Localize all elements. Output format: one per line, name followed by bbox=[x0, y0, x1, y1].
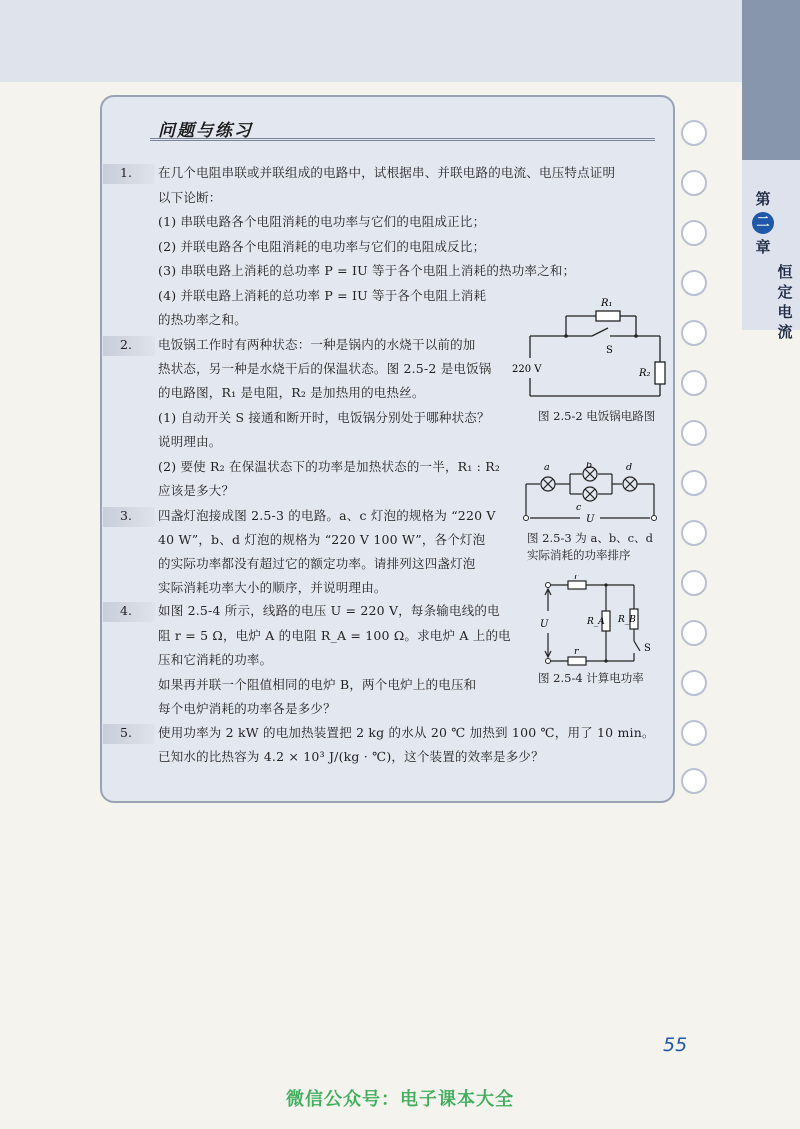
binder-ring-icon bbox=[681, 320, 707, 346]
question-1-line: (4) 并联电路上消耗的总功率 P = IU 等于各个电阻上消耗 bbox=[158, 288, 487, 303]
fig4-label-r-top: r bbox=[574, 575, 579, 582]
fig2-label-voltage: 220 V bbox=[512, 364, 542, 375]
page-header-band bbox=[0, 0, 800, 82]
binder-ring-icon bbox=[681, 270, 707, 296]
question-2-line: 电饭锅工作时有两种状态：一种是锅内的水烧干以前的加 bbox=[158, 337, 476, 352]
question-4-number: 4. bbox=[120, 603, 132, 618]
fig2-label-r2: R₂ bbox=[639, 368, 651, 379]
fig4-label-u: U bbox=[540, 619, 549, 630]
fig2-label-s: S bbox=[606, 345, 613, 356]
fig3-label-d: d bbox=[626, 462, 633, 473]
question-2-line: 说明理由。 bbox=[158, 434, 222, 449]
question-5-number: 5. bbox=[120, 725, 132, 740]
fig4-label-r-bottom: r bbox=[574, 646, 579, 657]
question-3-line: 四盏灯泡接成图 2.5-3 的电路。a、c 灯泡的规格为 “220 V bbox=[158, 508, 496, 523]
chapter-suffix: 章 bbox=[755, 238, 771, 256]
binder-ring-icon bbox=[681, 570, 707, 596]
page-number: 55 bbox=[663, 1034, 688, 1056]
footer-watermark: 微信公众号：电子课本大全 bbox=[286, 1089, 514, 1110]
question-3-number: 3. bbox=[120, 508, 132, 523]
binder-ring-icon bbox=[681, 370, 707, 396]
question-2-line: (2) 要使 R₂ 在保温状态下的功率是加热状态的一半，R₁ : R₂ bbox=[158, 459, 501, 474]
question-1-line: 的热功率之和。 bbox=[158, 312, 247, 327]
question-2-number: 2. bbox=[120, 337, 132, 352]
figure-2-5-4-caption: 图 2.5-4 计算电功率 bbox=[538, 671, 644, 685]
fig3-label-c: c bbox=[576, 502, 582, 513]
fig3-label-u: U bbox=[586, 514, 595, 525]
binder-ring-icon bbox=[681, 420, 707, 446]
binder-ring-icon bbox=[681, 470, 707, 496]
question-4-line: 阻 r = 5 Ω，电炉 A 的电阻 R_A = 100 Ω。求电炉 A 上的电 bbox=[158, 628, 511, 643]
fig4-label-rb: R_B bbox=[618, 615, 636, 625]
question-1-line: (1) 串联电路各个电阻消耗的电功率与它们的电阻成正比； bbox=[158, 214, 486, 229]
question-2-line: 热状态，另一种是水烧干后的保温状态。图 2.5-2 是电饭锅 bbox=[158, 361, 492, 376]
question-2-line: (1) 自动开关 S 接通和断开时，电饭锅分别处于哪种状态？ bbox=[158, 410, 490, 425]
fig4-label-ra: R_A bbox=[587, 617, 605, 627]
question-3-line: 40 W”，b、d 灯泡的规格为 “220 V 100 W”，各个灯泡 bbox=[158, 532, 486, 547]
binder-ring-icon bbox=[681, 720, 707, 746]
question-1-line: (3) 串联电路上消耗的总功率 P = IU 等于各个电阻上消耗的热功率之和； bbox=[158, 263, 576, 278]
question-2-line: 的电路图，R₁ 是电阻，R₂ 是加热用的电热丝。 bbox=[158, 385, 425, 400]
figure-2-5-3-circuit bbox=[520, 462, 668, 528]
figure-2-5-3-caption-line2: 实际消耗的功率排序 bbox=[527, 548, 631, 562]
binder-ring-icon bbox=[681, 520, 707, 546]
fig3-label-b: b bbox=[586, 462, 593, 471]
question-1-line: 以下论断： bbox=[158, 190, 222, 205]
binder-ring-icon bbox=[681, 620, 707, 646]
question-1-line: (2) 并联电路各个电阻消耗的电功率与它们的电阻成反比； bbox=[158, 239, 486, 254]
fig2-label-r1: R₁ bbox=[601, 298, 613, 309]
binder-ring-icon bbox=[681, 768, 707, 794]
panel-title: 问题与练习 bbox=[158, 121, 253, 141]
binder-ring-icon bbox=[681, 670, 707, 696]
question-1-line: 在几个电阻串联或并联组成的电路中，试根据串、并联电路的电流、电压特点证明 bbox=[158, 165, 616, 180]
question-4-line: 如图 2.5-4 所示，线路的电压 U = 220 V，每条输电线的电 bbox=[158, 603, 500, 618]
title-divider bbox=[150, 138, 655, 141]
chapter-number-badge: 二 bbox=[752, 212, 774, 234]
question-3-line: 实际消耗功率大小的顺序，并说明理由。 bbox=[158, 580, 387, 595]
question-2-line: 应该是多大？ bbox=[158, 483, 235, 498]
figure-2-5-4-circuit bbox=[530, 575, 660, 667]
binder-rings bbox=[677, 110, 713, 810]
figure-2-5-2-circuit bbox=[508, 292, 668, 404]
question-5-line: 已知水的比热容为 4.2 × 10³ J/(kg · ℃)，这个装置的效率是多少？ bbox=[158, 749, 544, 764]
chapter-title: 恒定电流 bbox=[777, 263, 793, 341]
binder-ring-icon bbox=[681, 220, 707, 246]
chapter-label bbox=[750, 188, 776, 258]
figure-2-5-3-caption-line1: 图 2.5-3 为 a、b、c、d bbox=[527, 531, 653, 545]
binder-ring-icon bbox=[681, 120, 707, 146]
question-3-line: 的实际功率都没有超过它的额定功率。请排列这四盏灯泡 bbox=[158, 556, 476, 571]
question-5-line: 使用功率为 2 kW 的电加热装置把 2 kg 的水从 20 ℃ 加热到 100 ℃，用了 10 min。 bbox=[158, 725, 655, 740]
binder-ring-icon bbox=[681, 170, 707, 196]
fig3-label-a: a bbox=[544, 462, 550, 473]
question-4-line: 每个电炉消耗的功率各是多少？ bbox=[158, 701, 336, 716]
question-4-line: 压和它消耗的功率。 bbox=[158, 652, 273, 667]
question-4-line: 如果再并联一个阻值相同的电炉 B，两个电炉上的电压和 bbox=[158, 677, 477, 692]
question-1-number: 1. bbox=[120, 165, 132, 180]
fig4-label-s: S bbox=[644, 643, 651, 654]
figure-2-5-2-caption: 图 2.5-2 电饭锅电路图 bbox=[538, 409, 656, 423]
chapter-prefix: 第 bbox=[755, 190, 771, 208]
